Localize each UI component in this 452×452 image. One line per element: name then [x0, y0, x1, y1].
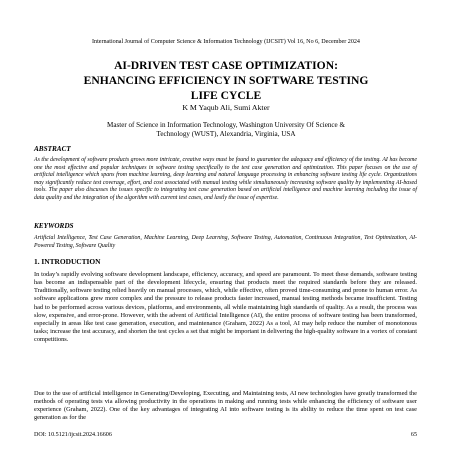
author-list: K M Yaqub Ali, Sumi Akter	[182, 103, 270, 112]
journal-header: International Journal of Computer Science & Information Technology (IJCSIT) Vol 16, No 6, December 2024	[92, 39, 360, 45]
abstract-text: As the development of software products grows more intricate, creative ways must be found to guarantee the adequacy and efficiency of the testing. AI has become one the most effective and popular techniques in software testing specifically to the test case generation and optimization. This paper focuses on the use of artificial intelligence which spans from machine learning, deep learning and natural language processing in enhancing software testing life cycle. Organizations may significantly reduce test coverage, effort, and cost associated with manual testing while simultaneously increasing software quality by implementing AI-based tools. The paper also discusses the issues specific to integrating test case generation based on artificial intelligence and machine learning including the issue of data quality and the integration of the algorithm with current test cases, and lastly the issue of expertise.	[34, 157, 417, 201]
introduction-heading: 1. INTRODUCTION	[34, 257, 101, 266]
keywords-heading: KEYWORDS	[34, 222, 74, 230]
keywords-text: Artificial Intelligence, Test Case Generation, Machine Learning, Deep Learning, Software Testing, Automation, Continuous Integration, Test Optimization, AI-Powered Testing, Software Quality	[34, 235, 417, 249]
page-number: 65	[410, 432, 417, 438]
title-line-1: AI-DRIVEN TEST CASE OPTIMIZATION:	[114, 59, 338, 72]
intro-paragraph-2: Due to the use of artificial intelligence in Generating/Developing, Executing, and Maintaining tests, AI new technologies have greatly transformed the methods of operating tests via allowing productivity in the operations in making and running tests while enhancing the efficiency of software user experience (Graham, 2022). One of the key advantages of integrating AI into software testing is its ability to reduce the time spent on test case generation as for the	[34, 390, 417, 422]
affiliation-line-2: Technology (WUST), Alexandria, Virginia, USA	[156, 130, 296, 139]
title-line-2: ENHANCING EFFICIENCY IN SOFTWARE TESTING	[83, 74, 369, 87]
affiliation-line-1: Master of Science in Information Technology, Washington University Of Science &	[107, 121, 345, 129]
affiliation	[60, 121, 392, 140]
abstract-heading: ABSTRACT	[34, 145, 71, 153]
doi-text: DOI: 10.5121/ijcsit.2024.16606	[34, 432, 112, 438]
paper-title	[20, 58, 432, 103]
intro-paragraph-1: In today’s rapidly evolving software development landscape, efficiency, accuracy, and speed are paramount. To meet these demands, software testing has become an indispensable part of the development lifecycle, ensuring that products meet the required standards before they are released. Traditionally, software testing relied heavily on manual processes, which, while effective, often proved time-consuming and prone to human error. As software applications grew more complex and the pressure to release products faster increased, manual testing methods became insufficient. Testing had to be performed across various devices, platforms, and environments, all while maintaining high standards of quality. As a result, the process was slow, expensive, and error-prone. However, with the advent of Artificial Intelligence (AI), the entire process of software testing has been transformed, especially in areas like test case generation, execution, and maintenance (Graham, 2022) As a tool, AI may help reduce the number of monotonous tasks; increase the test accuracy, and shorten the test cycles a set that might be important in delivering the high-quality software in a vortex of constant competitions.	[34, 271, 417, 344]
title-line-3: LIFE CYCLE	[190, 89, 262, 102]
